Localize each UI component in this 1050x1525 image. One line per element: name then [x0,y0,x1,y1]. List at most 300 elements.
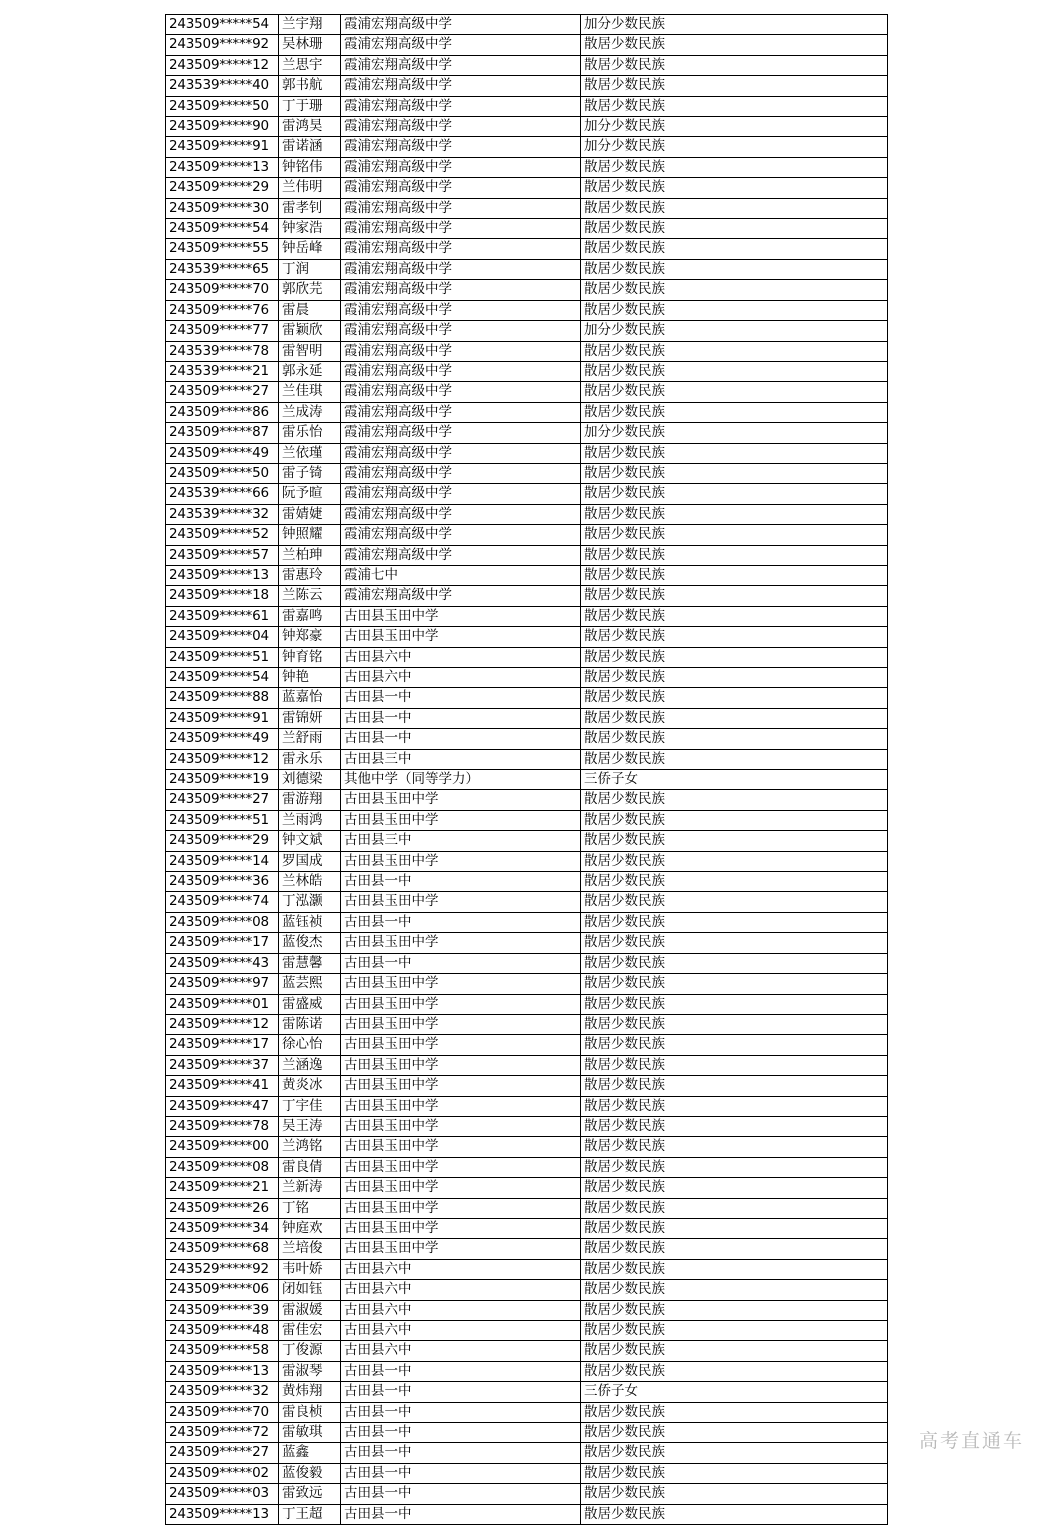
cell-candidate-name: 雷淑媛 [279,1300,341,1320]
cell-category: 散居少数民族 [581,647,888,667]
cell-candidate-name: 丁于珊 [279,96,341,116]
cell-category: 散居少数民族 [581,198,888,218]
cell-category: 散居少数民族 [581,1463,888,1483]
cell-candidate-id: 243509*****41 [166,1076,279,1096]
cell-candidate-id: 243509*****14 [166,851,279,871]
cell-school: 霞浦宏翔高级中学 [341,504,581,524]
cell-candidate-id: 243509*****21 [166,1178,279,1198]
table-row [166,1198,888,1218]
cell-candidate-id: 243509*****49 [166,443,279,463]
table-row [166,280,888,300]
cell-candidate-name: 兰佳琪 [279,382,341,402]
cell-school: 霞浦宏翔高级中学 [341,117,581,137]
cell-school: 古田县六中 [341,1259,581,1279]
cell-candidate-name: 雷佳宏 [279,1321,341,1341]
cell-category: 散居少数民族 [581,1259,888,1279]
cell-school: 古田县玉田中学 [341,606,581,626]
cell-category: 散居少数民族 [581,504,888,524]
cell-category: 散居少数民族 [581,1157,888,1177]
cell-category: 散居少数民族 [581,1096,888,1116]
cell-candidate-name: 兰依瑾 [279,443,341,463]
table-row [166,504,888,524]
cell-school: 霞浦宏翔高级中学 [341,280,581,300]
table-row [166,545,888,565]
cell-candidate-name: 雷颖欣 [279,321,341,341]
table-row [166,1035,888,1055]
cell-school: 古田县一中 [341,1402,581,1422]
cell-candidate-id: 243509*****37 [166,1055,279,1075]
cell-candidate-id: 243509*****12 [166,1014,279,1034]
cell-candidate-id: 243509*****54 [166,15,279,35]
table-row [166,1280,888,1300]
table-row [166,198,888,218]
table-row [166,321,888,341]
table-row [166,729,888,749]
cell-candidate-id: 243509*****00 [166,1137,279,1157]
table-row [166,668,888,688]
cell-school: 霞浦宏翔高级中学 [341,157,581,177]
cell-candidate-id: 243509*****54 [166,219,279,239]
cell-candidate-name: 郭欣芫 [279,280,341,300]
cell-candidate-name: 丁宇佳 [279,1096,341,1116]
cell-school: 古田县玉田中学 [341,974,581,994]
cell-candidate-id: 243509*****91 [166,708,279,728]
cell-school: 霞浦宏翔高级中学 [341,178,581,198]
cell-candidate-id: 243509*****08 [166,1157,279,1177]
table-row [166,565,888,585]
cell-category: 散居少数民族 [581,1055,888,1075]
cell-candidate-name: 兰伟明 [279,178,341,198]
cell-candidate-id: 243509*****04 [166,627,279,647]
cell-candidate-name: 兰涵逸 [279,1055,341,1075]
cell-candidate-id: 243509*****68 [166,1239,279,1259]
table-row [166,341,888,361]
cell-category: 散居少数民族 [581,668,888,688]
cell-candidate-id: 243509*****78 [166,1116,279,1136]
cell-category: 散居少数民族 [581,402,888,422]
cell-category: 散居少数民族 [581,157,888,177]
table-row [166,770,888,790]
cell-school: 霞浦宏翔高级中学 [341,545,581,565]
table-row [166,1402,888,1422]
cell-school: 霞浦宏翔高级中学 [341,198,581,218]
cell-school: 古田县玉田中学 [341,892,581,912]
cell-candidate-id: 243509*****36 [166,872,279,892]
cell-category: 加分少数民族 [581,137,888,157]
cell-category: 散居少数民族 [581,259,888,279]
table-row [166,627,888,647]
cell-category: 散居少数民族 [581,239,888,259]
cell-candidate-id: 243509*****50 [166,463,279,483]
cell-category: 散居少数民族 [581,219,888,239]
cell-school: 霞浦宏翔高级中学 [341,239,581,259]
roster-table-container [165,14,887,1525]
cell-category: 散居少数民族 [581,55,888,75]
cell-candidate-name: 雷游翔 [279,790,341,810]
cell-school: 霞浦宏翔高级中学 [341,321,581,341]
cell-candidate-name: 吴林珊 [279,35,341,55]
cell-candidate-id: 243539*****40 [166,76,279,96]
cell-candidate-id: 243509*****92 [166,35,279,55]
cell-candidate-name: 雷陈诺 [279,1014,341,1034]
cell-school: 古田县一中 [341,688,581,708]
cell-school: 古田县玉田中学 [341,851,581,871]
cell-category: 散居少数民族 [581,831,888,851]
cell-school: 古田县一中 [341,1382,581,1402]
cell-school: 古田县一中 [341,1484,581,1504]
cell-candidate-id: 243509*****77 [166,321,279,341]
cell-school: 古田县玉田中学 [341,1116,581,1136]
cell-candidate-id: 243509*****57 [166,545,279,565]
cell-candidate-id: 243509*****88 [166,688,279,708]
table-row [166,1423,888,1443]
table-row [166,1178,888,1198]
table-row [166,1484,888,1504]
cell-category: 散居少数民族 [581,361,888,381]
cell-category: 散居少数民族 [581,1300,888,1320]
cell-candidate-id: 243509*****51 [166,647,279,667]
cell-school: 古田县玉田中学 [341,1178,581,1198]
cell-candidate-id: 243509*****70 [166,1402,279,1422]
table-row [166,137,888,157]
cell-candidate-name: 雷慧馨 [279,953,341,973]
cell-school: 古田县一中 [341,1361,581,1381]
candidate-roster-table [165,14,888,1525]
table-row [166,1137,888,1157]
cell-candidate-name: 钟艳 [279,668,341,688]
cell-category: 散居少数民族 [581,953,888,973]
cell-candidate-name: 雷淑琴 [279,1361,341,1381]
table-row [166,688,888,708]
cell-category: 散居少数民族 [581,35,888,55]
cell-candidate-id: 243509*****49 [166,729,279,749]
cell-candidate-id: 243509*****06 [166,1280,279,1300]
cell-school: 霞浦宏翔高级中学 [341,484,581,504]
cell-school: 古田县一中 [341,912,581,932]
cell-candidate-id: 243509*****12 [166,55,279,75]
cell-school: 霞浦宏翔高级中学 [341,586,581,606]
table-row [166,443,888,463]
table-row [166,974,888,994]
cell-school: 古田县六中 [341,1300,581,1320]
cell-candidate-id: 243509*****29 [166,831,279,851]
cell-category: 散居少数民族 [581,1014,888,1034]
cell-category: 散居少数民族 [581,565,888,585]
table-row [166,1218,888,1238]
cell-school: 古田县玉田中学 [341,1239,581,1259]
cell-category: 散居少数民族 [581,790,888,810]
cell-candidate-name: 雷子锜 [279,463,341,483]
cell-school: 古田县玉田中学 [341,1035,581,1055]
cell-school: 霞浦宏翔高级中学 [341,402,581,422]
cell-school: 古田县六中 [341,668,581,688]
cell-school: 霞浦宏翔高级中学 [341,219,581,239]
cell-candidate-name: 阮予暄 [279,484,341,504]
cell-category: 散居少数民族 [581,1116,888,1136]
cell-candidate-id: 243509*****55 [166,239,279,259]
cell-school: 古田县玉田中学 [341,1198,581,1218]
cell-category: 散居少数民族 [581,178,888,198]
cell-category: 三侨子女 [581,1382,888,1402]
cell-candidate-name: 兰雨鸿 [279,810,341,830]
cell-school: 古田县一中 [341,1443,581,1463]
cell-school: 霞浦宏翔高级中学 [341,382,581,402]
table-row [166,1116,888,1136]
cell-candidate-name: 雷致远 [279,1484,341,1504]
cell-school: 古田县六中 [341,647,581,667]
cell-category: 散居少数民族 [581,1402,888,1422]
cell-category: 散居少数民族 [581,96,888,116]
cell-school: 霞浦宏翔高级中学 [341,423,581,443]
cell-candidate-name: 徐心怡 [279,1035,341,1055]
cell-candidate-id: 243509*****13 [166,565,279,585]
cell-school: 古田县玉田中学 [341,1014,581,1034]
table-row [166,606,888,626]
cell-school: 古田县玉田中学 [341,1218,581,1238]
cell-category: 散居少数民族 [581,76,888,96]
cell-candidate-id: 243509*****27 [166,790,279,810]
cell-candidate-name: 雷敏琪 [279,1423,341,1443]
cell-candidate-id: 243529*****92 [166,1259,279,1279]
cell-school: 古田县一中 [341,708,581,728]
cell-candidate-name: 钟庭欢 [279,1218,341,1238]
table-row [166,1382,888,1402]
cell-candidate-name: 黄炎冰 [279,1076,341,1096]
cell-candidate-name: 丁润 [279,259,341,279]
cell-school: 古田县六中 [341,1280,581,1300]
cell-school: 古田县玉田中学 [341,790,581,810]
cell-candidate-id: 243509*****27 [166,1443,279,1463]
cell-candidate-id: 243509*****26 [166,1198,279,1218]
cell-school: 古田县六中 [341,1341,581,1361]
table-row [166,178,888,198]
cell-school: 其他中学（同等学力） [341,770,581,790]
cell-candidate-name: 雷鸿昊 [279,117,341,137]
table-row [166,1463,888,1483]
cell-category: 散居少数民族 [581,994,888,1014]
cell-candidate-id: 243509*****30 [166,198,279,218]
cell-school: 古田县玉田中学 [341,810,581,830]
table-row [166,647,888,667]
cell-category: 散居少数民族 [581,729,888,749]
table-row [166,361,888,381]
cell-school: 古田县一中 [341,872,581,892]
cell-candidate-id: 243509*****74 [166,892,279,912]
table-row [166,1076,888,1096]
cell-school: 霞浦宏翔高级中学 [341,300,581,320]
cell-category: 加分少数民族 [581,15,888,35]
table-row [166,76,888,96]
cell-school: 霞浦宏翔高级中学 [341,361,581,381]
cell-candidate-name: 钟岳峰 [279,239,341,259]
cell-candidate-name: 丁俊源 [279,1341,341,1361]
cell-school: 霞浦宏翔高级中学 [341,76,581,96]
cell-school: 霞浦宏翔高级中学 [341,259,581,279]
watermark-text: 高考直通车 [918,1430,1024,1452]
cell-candidate-name: 蓝钰祯 [279,912,341,932]
cell-candidate-id: 243539*****78 [166,341,279,361]
cell-category: 散居少数民族 [581,1423,888,1443]
cell-candidate-name: 蓝鑫 [279,1443,341,1463]
cell-candidate-id: 243509*****58 [166,1341,279,1361]
table-row [166,382,888,402]
cell-candidate-name: 吴王涛 [279,1116,341,1136]
cell-candidate-id: 243509*****72 [166,1423,279,1443]
cell-category: 散居少数民族 [581,1076,888,1096]
cell-candidate-name: 兰舒雨 [279,729,341,749]
cell-school: 古田县玉田中学 [341,1076,581,1096]
cell-school: 古田县玉田中学 [341,1055,581,1075]
cell-category: 散居少数民族 [581,892,888,912]
cell-school: 古田县玉田中学 [341,627,581,647]
table-row [166,239,888,259]
cell-category: 散居少数民族 [581,974,888,994]
table-row [166,933,888,953]
cell-candidate-name: 雷智明 [279,341,341,361]
table-row [166,96,888,116]
cell-category: 加分少数民族 [581,321,888,341]
cell-school: 霞浦宏翔高级中学 [341,15,581,35]
cell-school: 古田县一中 [341,1423,581,1443]
cell-candidate-name: 雷良倩 [279,1157,341,1177]
cell-category: 散居少数民族 [581,1218,888,1238]
cell-candidate-name: 刘德梁 [279,770,341,790]
cell-candidate-id: 243509*****08 [166,912,279,932]
cell-school: 古田县六中 [341,1321,581,1341]
table-row [166,402,888,422]
cell-candidate-id: 243509*****13 [166,157,279,177]
cell-candidate-name: 丁泓灏 [279,892,341,912]
cell-school: 霞浦宏翔高级中学 [341,443,581,463]
table-row [166,1259,888,1279]
cell-category: 散居少数民族 [581,463,888,483]
cell-category: 散居少数民族 [581,1178,888,1198]
cell-candidate-name: 蓝嘉怡 [279,688,341,708]
cell-category: 散居少数民族 [581,300,888,320]
cell-school: 霞浦宏翔高级中学 [341,55,581,75]
cell-candidate-name: 兰林皓 [279,872,341,892]
table-row [166,117,888,137]
cell-candidate-id: 243509*****13 [166,1504,279,1524]
table-row [166,872,888,892]
cell-category: 散居少数民族 [581,688,888,708]
cell-school: 古田县一中 [341,1463,581,1483]
cell-candidate-name: 雷惠玲 [279,565,341,585]
table-row [166,423,888,443]
table-row [166,35,888,55]
cell-candidate-id: 243509*****61 [166,606,279,626]
cell-candidate-name: 雷锦妍 [279,708,341,728]
table-row [166,708,888,728]
cell-school: 古田县三中 [341,749,581,769]
cell-school: 霞浦宏翔高级中学 [341,96,581,116]
table-row [166,1361,888,1381]
cell-candidate-name: 雷乐怡 [279,423,341,443]
table-row [166,810,888,830]
cell-candidate-id: 243509*****12 [166,749,279,769]
cell-candidate-id: 243509*****27 [166,382,279,402]
cell-candidate-name: 郭永延 [279,361,341,381]
cell-school: 古田县一中 [341,1504,581,1524]
cell-category: 散居少数民族 [581,1443,888,1463]
cell-candidate-id: 243509*****34 [166,1218,279,1238]
cell-category: 加分少数民族 [581,423,888,443]
cell-candidate-id: 243509*****87 [166,423,279,443]
table-row [166,912,888,932]
cell-category: 散居少数民族 [581,1280,888,1300]
table-row [166,1300,888,1320]
cell-candidate-id: 243509*****90 [166,117,279,137]
cell-candidate-id: 243509*****13 [166,1361,279,1381]
table-row [166,1341,888,1361]
cell-category: 散居少数民族 [581,1321,888,1341]
cell-candidate-name: 雷嘉鸣 [279,606,341,626]
table-row [166,484,888,504]
cell-category: 三侨子女 [581,770,888,790]
cell-category: 散居少数民族 [581,810,888,830]
table-row [166,953,888,973]
cell-candidate-name: 雷诺涵 [279,137,341,157]
cell-category: 散居少数民族 [581,1035,888,1055]
cell-candidate-id: 243509*****48 [166,1321,279,1341]
table-row [166,831,888,851]
table-row [166,1239,888,1259]
cell-candidate-name: 蓝俊杰 [279,933,341,953]
cell-school: 古田县玉田中学 [341,994,581,1014]
table-row [166,1014,888,1034]
cell-candidate-name: 丁铭 [279,1198,341,1218]
cell-category: 散居少数民族 [581,1198,888,1218]
cell-candidate-id: 243509*****17 [166,933,279,953]
table-row [166,1504,888,1524]
cell-category: 散居少数民族 [581,872,888,892]
table-row [166,55,888,75]
cell-candidate-name: 郭书航 [279,76,341,96]
cell-school: 古田县三中 [341,831,581,851]
cell-candidate-name: 钟育铭 [279,647,341,667]
table-row [166,1321,888,1341]
cell-candidate-name: 蓝芸熙 [279,974,341,994]
cell-candidate-id: 243509*****39 [166,1300,279,1320]
table-row [166,586,888,606]
table-row [166,851,888,871]
cell-category: 散居少数民族 [581,443,888,463]
cell-candidate-name: 兰鸿铭 [279,1137,341,1157]
cell-candidate-id: 243509*****97 [166,974,279,994]
cell-category: 散居少数民族 [581,606,888,626]
cell-category: 散居少数民族 [581,708,888,728]
cell-candidate-id: 243509*****17 [166,1035,279,1055]
cell-school: 霞浦宏翔高级中学 [341,341,581,361]
cell-candidate-id: 243509*****32 [166,1382,279,1402]
cell-candidate-name: 兰培俊 [279,1239,341,1259]
cell-candidate-name: 兰宇翔 [279,15,341,35]
cell-candidate-name: 钟铭伟 [279,157,341,177]
table-row [166,463,888,483]
cell-candidate-id: 243509*****86 [166,402,279,422]
cell-candidate-id: 243539*****66 [166,484,279,504]
cell-category: 散居少数民族 [581,525,888,545]
cell-category: 散居少数民族 [581,1137,888,1157]
table-row [166,1443,888,1463]
cell-candidate-id: 243509*****18 [166,586,279,606]
cell-school: 古田县玉田中学 [341,1096,581,1116]
roster-table-body [166,15,888,1525]
cell-category: 加分少数民族 [581,117,888,137]
cell-candidate-name: 雷婧婕 [279,504,341,524]
table-row [166,790,888,810]
cell-category: 散居少数民族 [581,1341,888,1361]
